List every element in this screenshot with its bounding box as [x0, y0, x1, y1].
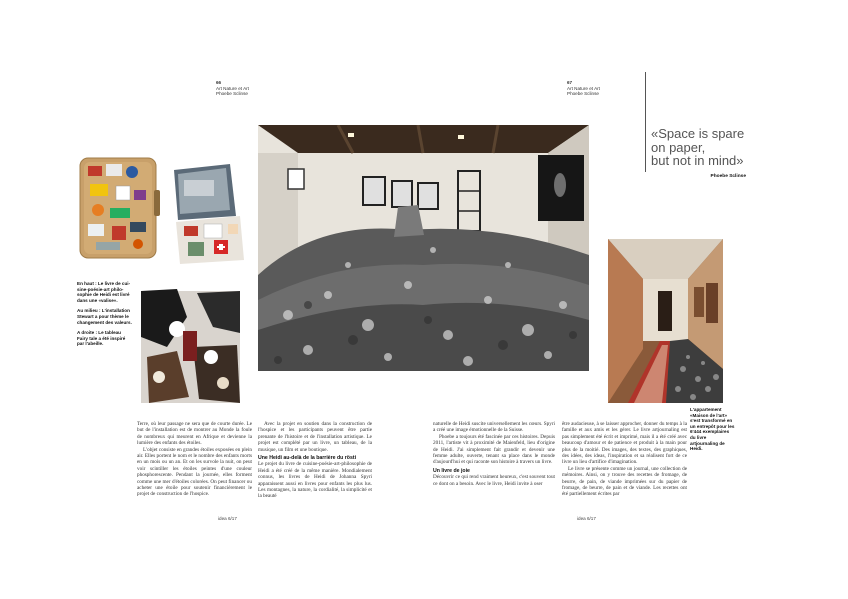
- body-column-3: [433, 421, 555, 507]
- left-captions: [77, 281, 132, 352]
- col1-paragraph-2: L'objet consiste en grandes étoiles exposées en plein air. Elles portent le nom et le nombre des enfants morts en un mois ou un an. Et on les survole la nuit, on peut voir scintiller les étoiles peintes d'une couleur phosphorescente. Pendant la journée, elles forment comme une mer d'étoiles colorées. On peut financer ou acheter une étoile pour soutenir financièrement le projet de construction de l'hospice.: [137, 446, 252, 498]
- body-column-1: [137, 421, 252, 507]
- col2-paragraph-1: Avec la projet en soutien dans la construction de l'hospice et les participants peuvent être partie prenante de l'histoire et de l'installation artistique. Le projet est complété par un livre, un tableau, de la musique, un film et une boutique.: [258, 421, 372, 453]
- quote-line-2: on paper,: [651, 139, 706, 155]
- fairy-tale-painting: [137, 287, 244, 410]
- right-header-line1: Art Nature et Art: [567, 85, 600, 91]
- body-column-2: [258, 421, 372, 507]
- quote-line-3: but not in mind»: [651, 153, 744, 168]
- right-page-header: [567, 80, 600, 97]
- col3-paragraph-3: Découvrir ce qui rend vraiment heureux, c'est souvent tout ce dont on a besoin. Avec le livre, Heidi invite à oser: [433, 474, 555, 487]
- left-header-line2: Phoebe Sclinse: [216, 91, 248, 97]
- quote-divider: [645, 72, 646, 172]
- caption-right: A droite : Le tableau Fairy tale a été inspiré par l'abeille.: [77, 330, 126, 347]
- left-header-line1: Art Nature et Art: [216, 85, 249, 91]
- apartment-storage-photo: [608, 239, 723, 403]
- quote-author: Phoebe Sclinse: [710, 173, 746, 179]
- left-page-footer: idea 6/17: [218, 516, 237, 521]
- open-suitcase-photo: [170, 160, 246, 266]
- body-column-4: [562, 421, 687, 507]
- gallery-installation-photo: [258, 125, 589, 371]
- col4-paragraph-1: être audacieuse, à se laisser approcher, donner du temps à la famille et aux amis et les gérer. Le livre artjournaling est pas simplement été écrit et imprimé, mais il a été créé avec beaucoup d'amour et de patience et produit à la main pour plus de la moitié. Des images, des textes, des graphiques, des idées, des ideas, l'inspiration et sa réalisent fort de ce livre un lieu d'artifice d'imagination.: [562, 421, 687, 466]
- apartment-caption: L'appartement «Maison de l'art» s'est transformé en un entrepôt pour les 6'444 exemplaires du livre artjournaling de Heidi.: [690, 407, 735, 452]
- right-page-footer: idea 6/17: [577, 516, 596, 521]
- right-header-line2: Phoebe Sclinse: [567, 91, 599, 97]
- col4-paragraph-2: Le livre se présente comme un journal, une collection de mémoires. Ainsi, on y trouve des recettes de fromage, de beurre, de pain, de viande imprimées sur du papier de fromage, de beurre, de pain et de viande. Les recettes ont été partiellement écrites par: [562, 465, 687, 498]
- caption-middle: Au milieu : L'installation Stewart a pour thème le changement des valeurs.: [77, 308, 132, 325]
- left-page-number: 66: [216, 80, 222, 85]
- col3-heading: Un livre de joie: [433, 467, 470, 474]
- caption-top: En haut : Le livre de cui-sine-poésie-art philo-sophie de Heidi est livré dans une «valise».: [77, 281, 131, 303]
- col2-heading: Une Heidi au-delà de la barrière du rösti: [258, 455, 357, 462]
- col3-paragraph-1: naturelle de Heidi suscite universellement les cœurs. Spyri a créé une image émotionnelle de la Suisse.: [433, 421, 555, 434]
- col1-paragraph-1: Terre, où leur passage ne sera que de courte durée. Le but de l'installation est de montrer au Monde la foule de nombreux qui meurent en Afrique et devienne la lumière des enfants des étoiles.: [137, 421, 252, 447]
- right-page-number: 67: [567, 80, 573, 85]
- col2-paragraph-2: Le projet du livre de cuisine-poésie-art-philosophie de Heidi a été créé de la même manière. Mondialement connus, les livres de Heidi de Johanna Spyri apparaissent aussi en livres pour enfants les plus lus. Les montagnes, la nature, la cordialité, la simplicité et la beauté: [258, 461, 372, 500]
- left-page-header: [216, 80, 249, 97]
- suitcase-photo: [76, 150, 162, 265]
- quote-line-1: «Space is spare: [651, 126, 745, 141]
- pull-quote: [651, 127, 746, 183]
- col3-paragraph-2: Phoebe a toujours été fascinée par ces histoires. Depuis 2011, l'artiste vit à proximité de Maienfeld, lieu d'origine de Heidi. J'ai simplement fait grandir et devenir une femme adulte, ouverte, tenant sa place dans le monde d'aujourd'hui et qui raconte son histoire à travers un livre.: [433, 433, 555, 466]
